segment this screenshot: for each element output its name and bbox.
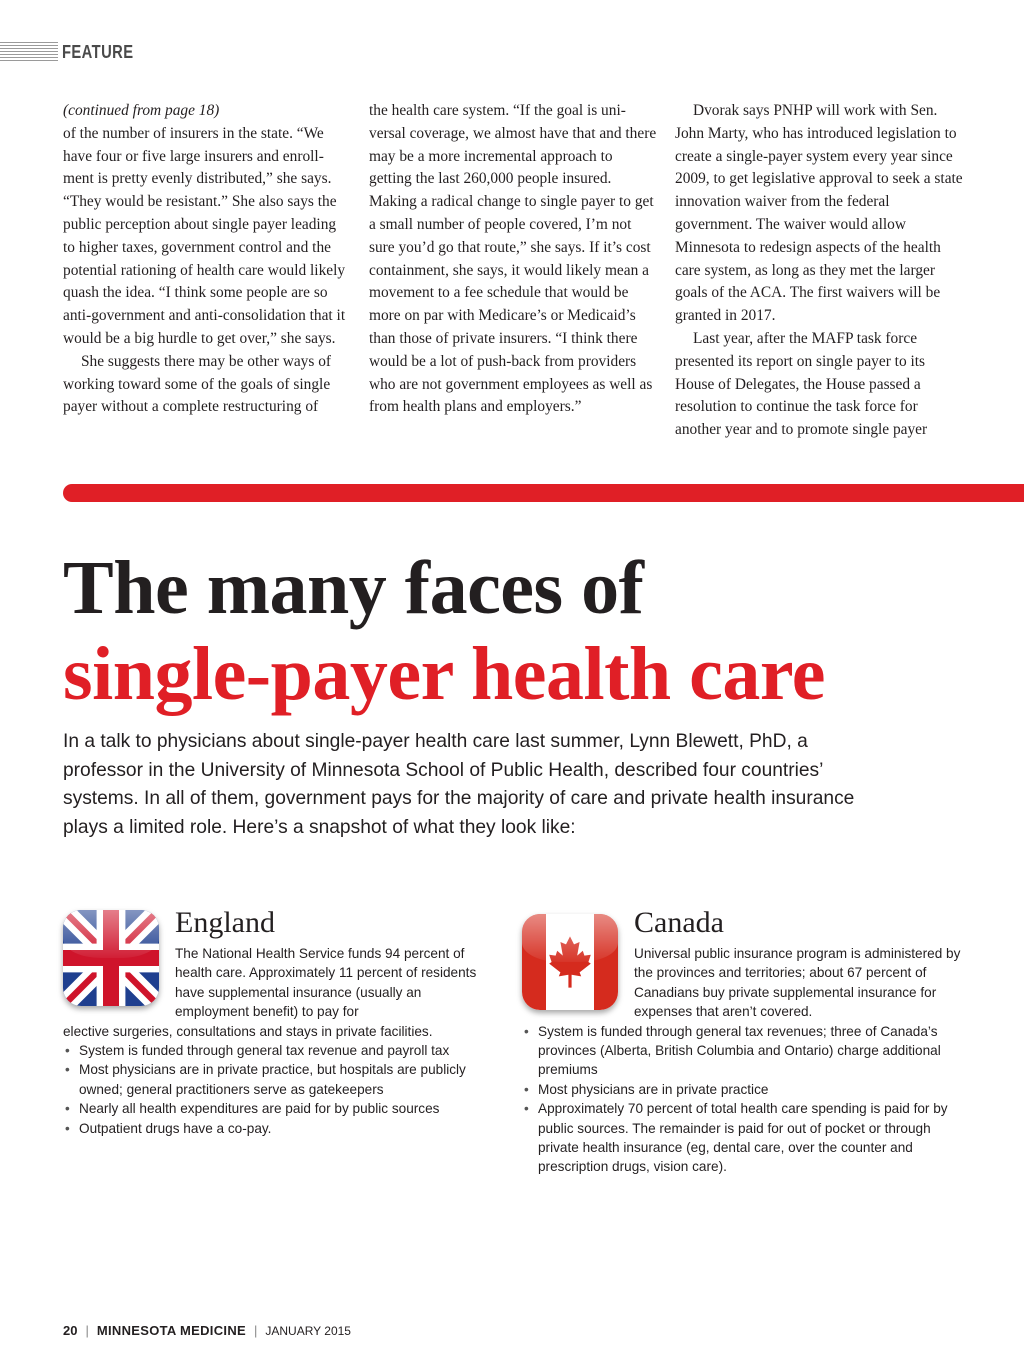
country-canada: [522, 906, 962, 1177]
article-paragraph: She suggests there may be other ways of working toward some of the goals of single payer without a complete restructuring of: [63, 352, 332, 416]
sidebar-title: [63, 548, 825, 714]
magazine-name: MINNESOTA MEDICINE: [96, 1323, 246, 1338]
page-number: 20: [63, 1323, 78, 1338]
country-lead: The National Health Service funds 94 percent of health care. Approximately 11 percent of residents have supplemental insurance (usually an employment benefit) to pay for: [175, 946, 477, 1020]
header-stripes: [0, 42, 58, 62]
country-england: [63, 906, 483, 1138]
article-paragraph: Dvorak says PNHP will work with Sen. John Marty, who has introduced legislation to create a single-payer system every year since 2009, to get legislative approval to seek a state innovation waiver from the federal government. The waiver would allow Minnesota to redesign aspects of the health care system, as long as they met the larger goals of the ACA. The first waivers will be granted in 2017.: [675, 102, 963, 325]
country-lead: Universal public insurance program is administered by the provinces and territories; about 67 percent of Canadians buy private supplemental insurance for expenses that aren’t covered.: [634, 946, 961, 1020]
sidebar-divider-bar: [63, 484, 1024, 502]
country-bullet-list: [63, 1041, 483, 1138]
country-name: Canada: [634, 906, 724, 939]
country-bullet-list: [522, 1022, 962, 1177]
continued-note: (continued from page 18): [63, 102, 220, 119]
uk-flag-icon: [63, 910, 159, 1006]
footer-separator: |: [253, 1323, 258, 1338]
list-item: • Most physicians are in private practice: [522, 1080, 962, 1099]
list-item: • System is funded through general tax revenue and payroll tax: [63, 1041, 483, 1060]
article-column-3: [675, 100, 965, 442]
article-paragraph: Last year, after the MAFP task force presented its report on single payer to its House of Delegates, the House passed a resolution to continue the task force for another year and to promote single payer: [675, 329, 928, 439]
article-column-1: [63, 100, 349, 419]
list-item: • Approximately 70 percent of total health care spending is paid for by public sources. The remainder is paid for out of pocket or through private health insurance (eg, dental care, over the counter and prescription drugs, vision care).: [522, 1099, 962, 1177]
page-footer: [63, 1323, 351, 1338]
list-item: • Most physicians are in private practice, but hospitals are publicly owned; general practitioners serve as gatekeepers: [63, 1060, 483, 1099]
article-paragraph: the health care system. “If the goal is universal coverage, we almost have that and there may be a more incremental approach to getting the last 260,000 people insured. Making a radical change to single payer to get a small number of people covered, I’m not sure you’d go that route,” she says. If it’s cost containment, she says, it would likely mean a movement to a fee schedule that would be more on par with Medicare’s or Medicaid’s than those of private insurers. “I think there would be a lot of push-back from providers who are not government employees as well as from health plans and employers.”: [369, 102, 657, 416]
sidebar-intro: In a talk to physicians about single-payer health care last summer, Lynn Blewett, PhD, a professor in the University of Minnesota School of Public Health, described four countries’ systems. In all of them, government pays for the majority of care and private health insurance plays a limited role. Here’s a snapshot of what they look like:: [63, 731, 855, 838]
country-name: England: [175, 906, 275, 939]
list-item: • Outpatient drugs have a co-pay.: [63, 1119, 483, 1138]
canada-flag-icon: [522, 914, 618, 1010]
footer-separator: |: [85, 1323, 89, 1338]
issue-date: JANUARY 2015: [265, 1323, 351, 1338]
title-line-1: The many faces of: [63, 546, 644, 630]
list-item: • Nearly all health expenditures are paid for by public sources: [63, 1099, 483, 1118]
section-header: [0, 40, 149, 64]
article-column-2: [369, 100, 657, 419]
title-line-2: single-payer health care: [63, 632, 825, 716]
country-lead-continued: elective surgeries, consultations and stays in private facilities.: [63, 1023, 433, 1039]
list-item: • System is funded through general tax revenues; three of Canada’s provinces (Alberta, British Columbia and Ontario) charge additional premiums: [522, 1022, 962, 1080]
section-label: FEATURE: [62, 41, 134, 62]
article-paragraph: of the number of insurers in the state. “We have four or five large insurers and enrollment is pretty evenly distributed,” she says. “They would be resistant.” She also says the public perception about single payer leading to higher taxes, government control and the potential rationing of health care would likely quash the idea. “I think some people are so anti-government and anti-consolidation that it would be a big hurdle to get over,” she says.: [63, 124, 346, 347]
